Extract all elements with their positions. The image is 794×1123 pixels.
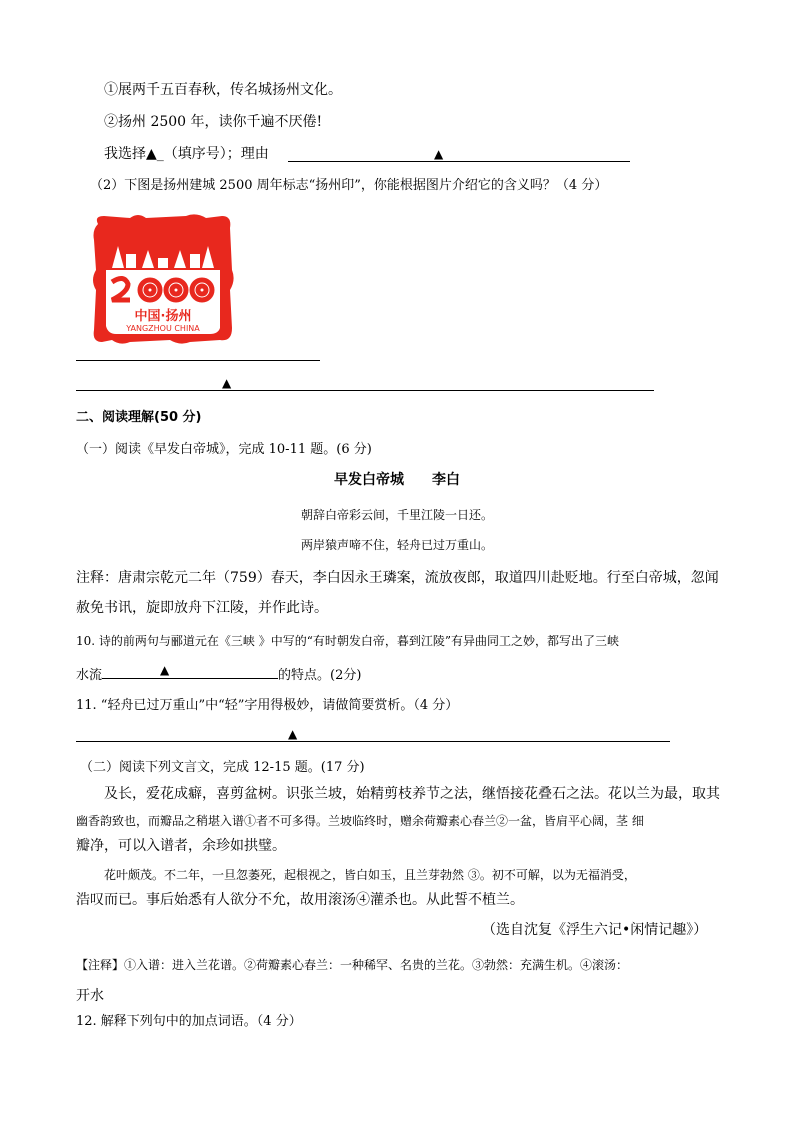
poem-line-2: 两岸猿声啼不住，轻舟已过万重山。 [300,538,493,552]
seal-chinese-text: 中国·扬州 [134,309,192,324]
question-2-prompt: （2）下图是扬州建城 2500 周年标志“扬州印”，你能根据图片介绍它的含义吗？（4 分） [90,178,608,193]
option-2: ②扬州 2500 年，读你千遍不厌倦! [104,114,323,130]
question-11-answer-marker: ▲ [288,727,298,741]
question-10-answer-marker: ▲ [160,663,170,677]
prose-line-2: 幽香韵致也，而瓣品之稍堪入谱①者不可多得。兰坡临终时，赠余荷瓣素心春兰②一盆，皆肩平心阔，茎 细 [76,814,644,828]
question-10-line-2 [76,664,361,684]
question-10-blank [102,664,278,679]
poem-author: 李白 [432,472,460,488]
answer-marker-q2: ▲ [222,376,232,390]
answer-line-1 [76,360,320,361]
part-2-intro: （二）阅读下列文言文，完成 12-15 题。(17 分) [80,760,365,775]
choice-fill-label: _（填序号）；理由 [156,146,269,162]
poem-heading [0,472,794,489]
question-12-prompt: 12. 解释下列句中的加点词语。（4 分） [76,1014,302,1029]
choice-prefix: 我选择 [104,146,146,162]
question-10-prefix: 水流 [76,668,103,683]
question-10-suffix: 的特点。(2分) [278,668,362,683]
question-11-answer-line [76,741,670,742]
part-1-intro: （一）阅读《早发白帝城》，完成 10-11 题。(6 分) [76,442,372,457]
poem-title: 早发白帝城 [334,472,404,488]
poem-note-line-1: 注释：唐肃宗乾元二年（759）春天，李白因永王璘案，流放夜郎，取道四川赴贬地。行至白帝城，忽闻 [76,570,719,586]
question-10-line-1: 10. 诗的前两句与郦道元在《三峡 》中写的“有时朝发白帝，暮到江陵”有异曲同工之妙，都写出了三峡 [76,634,619,648]
choice-answer-marker: ▲ [146,146,157,162]
prose-line-5: 浩叹而已。事后始悉有人欲分不允，故用滚汤④灌杀也。从此誓不植兰。 [76,892,524,908]
reason-answer-marker: ▲ [434,147,444,161]
choice-line [104,146,269,163]
reason-answer-line [288,161,630,162]
prose-line-3: 瓣净，可以入谱者，余珍如拱璧。 [76,838,286,854]
prose-line-1: 及长，爱花成癖，喜剪盆树。识张兰坡，始精剪枝养节之法，继悟接花叠石之法。花以兰为最，取其 [104,786,720,802]
prose-line-4: 花叶颇茂。不二年，一旦忽萎死，起根视之，皆白如玉，且兰芽勃然 ③。初不可解，以为无福消受， [104,868,636,882]
prose-footnote-line-2: 开水 [76,988,104,1004]
poem-line-1: 朝辞白帝彩云间，千里江陵一日还。 [300,508,493,522]
option-1: ①展两千五百春秋，传名城扬州文化。 [104,82,342,98]
prose-footnote-line-1: 【注释】①入谱：进入兰花谱。②荷瓣素心春兰：一种稀罕、名贵的兰花。③勃然：充满生机。④滚汤： [76,958,629,972]
prose-source: （选自沈复《浮生六记•闲情记趣》） [482,922,708,938]
seal-graphic [90,210,236,348]
poem-note-line-2: 赦免书讯，旋即放舟下江陵，并作此诗。 [76,600,328,616]
seal-english-text: YANGZHOU CHINA [126,324,200,333]
yangzhou-seal-logo [90,210,236,348]
answer-line-2 [76,390,654,391]
section-2-heading: 二、阅读理解(50 分) [76,410,202,425]
question-11-prompt: 11. “轻舟已过万重山”中“轻”字用得极妙，请做简要赏析。（4 分） [76,698,459,713]
